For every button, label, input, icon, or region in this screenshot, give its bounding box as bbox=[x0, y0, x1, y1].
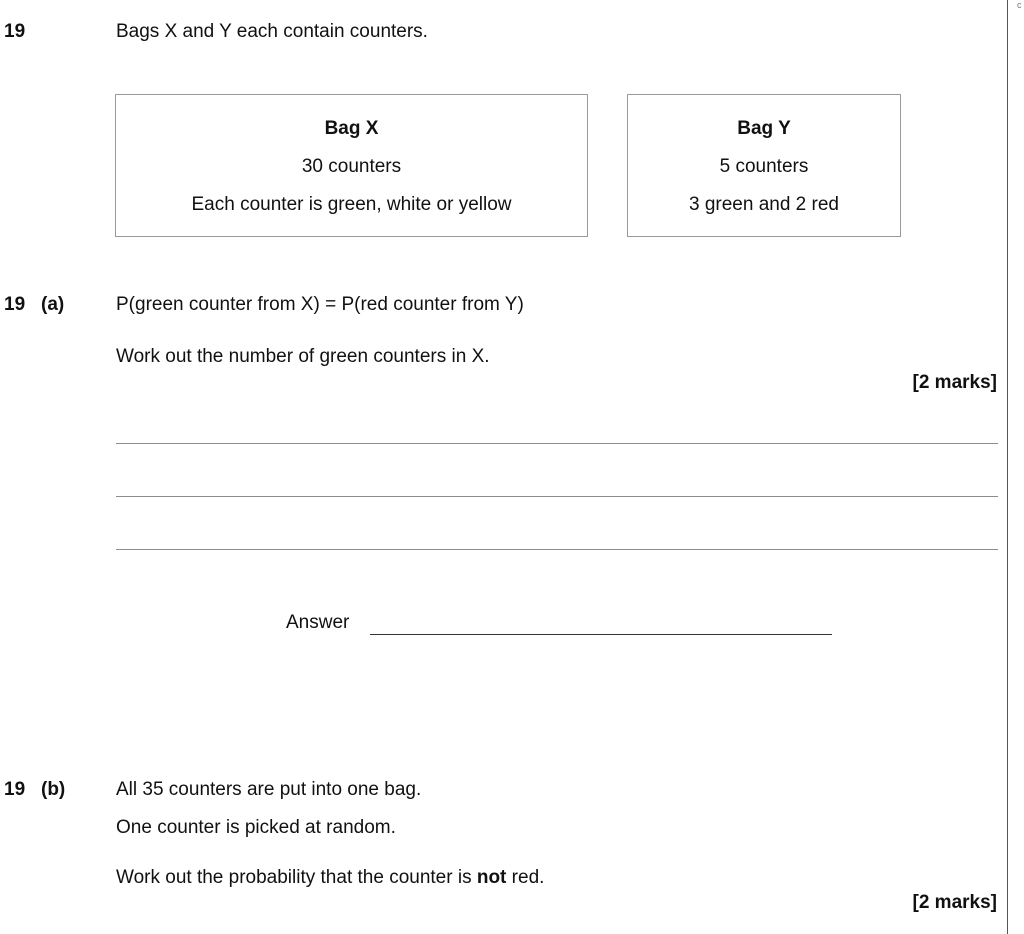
part-a-number: 19 bbox=[4, 294, 26, 315]
part-b-line2: One counter is picked at random. bbox=[116, 817, 396, 838]
part-a-label: (a) bbox=[41, 294, 65, 315]
answer-label: Answer bbox=[286, 612, 350, 633]
bag-y-description: 3 green and 2 red bbox=[688, 194, 839, 215]
part-b-instruction-after: red. bbox=[506, 867, 545, 888]
bag-x-title: Bag X bbox=[324, 118, 379, 139]
bag-y-title: Bag Y bbox=[737, 118, 791, 139]
page-right-border bbox=[1007, 0, 1008, 934]
working-line-3[interactable] bbox=[116, 549, 998, 550]
part-b-instruction bbox=[116, 867, 544, 889]
working-line-1[interactable] bbox=[116, 443, 998, 444]
bag-x-box bbox=[115, 94, 588, 237]
corner-mark: c bbox=[1017, 0, 1022, 10]
part-a-marks: [2 marks] bbox=[912, 372, 997, 393]
part-b-marks: [2 marks] bbox=[912, 892, 997, 913]
part-b-instruction-bold: not bbox=[476, 867, 507, 888]
bag-y-count: 5 counters bbox=[719, 156, 809, 177]
part-b-line1: All 35 counters are put into one bag. bbox=[116, 779, 422, 800]
working-line-2[interactable] bbox=[116, 496, 998, 497]
answer-line[interactable] bbox=[370, 634, 832, 635]
bag-x-description: Each counter is green, white or yellow bbox=[191, 194, 512, 215]
part-a-instruction: Work out the number of green counters in X. bbox=[116, 346, 490, 367]
bag-x-count: 30 counters bbox=[301, 156, 402, 177]
part-b-instruction-before: Work out the probability that the counter is bbox=[116, 867, 477, 888]
bag-y-box bbox=[627, 94, 901, 237]
part-b-label: (b) bbox=[41, 779, 66, 800]
question-number: 19 bbox=[4, 21, 26, 42]
part-b-number: 19 bbox=[4, 779, 26, 800]
question-intro: Bags X and Y each contain counters. bbox=[116, 21, 428, 42]
part-a-statement: P(green counter from X) = P(red counter from Y) bbox=[116, 294, 524, 315]
